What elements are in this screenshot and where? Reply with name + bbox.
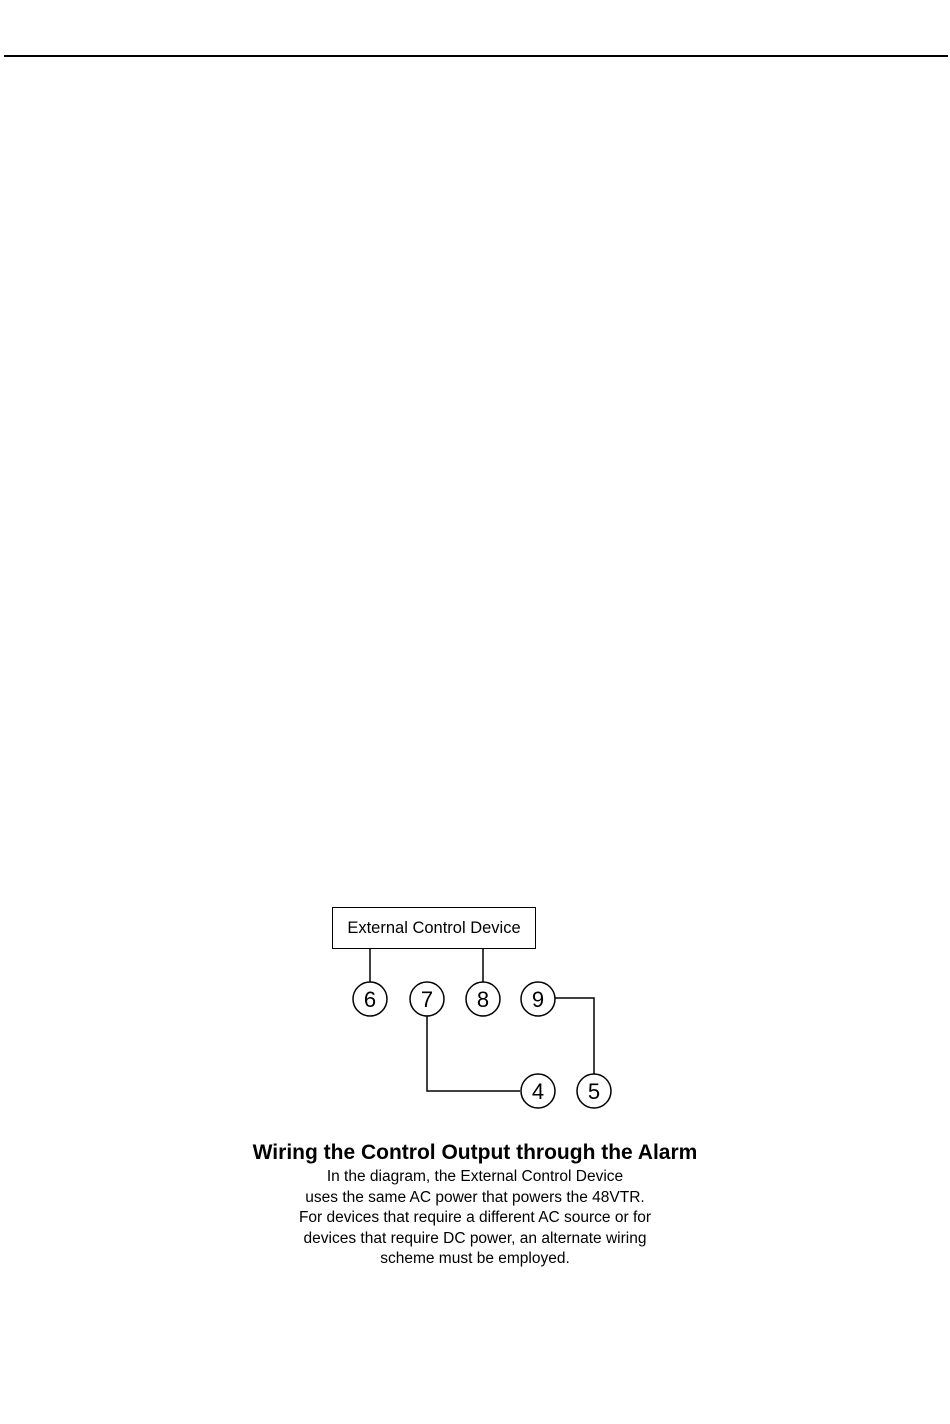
terminal-label: 7	[420, 987, 434, 1012]
figure-caption	[0, 1139, 950, 1270]
wire-7-to-4	[427, 1016, 520, 1091]
terminal-label: 4	[531, 1079, 545, 1104]
external-control-device	[333, 908, 536, 949]
device-label: External Control Device	[347, 919, 521, 937]
terminal-5	[577, 1074, 611, 1108]
wire-9-to-5	[555, 998, 594, 1074]
terminal-9	[521, 982, 555, 1016]
caption-line: devices that require DC power, an alternate wiring	[303, 1229, 647, 1247]
terminal-label: 8	[476, 987, 490, 1012]
wires	[370, 949, 594, 1091]
terminal-label: 9	[531, 987, 545, 1012]
terminal-8	[466, 982, 500, 1016]
terminal-6	[353, 982, 387, 1016]
caption-line: uses the same AC power that powers the 48VTR.	[305, 1188, 645, 1206]
caption-title: Wiring the Control Output through the Alarm	[252, 1141, 698, 1164]
terminal-7	[410, 982, 444, 1016]
terminal-label: 6	[363, 987, 377, 1012]
caption-line: In the diagram, the External Control Device	[326, 1168, 624, 1185]
caption-body	[0, 1167, 950, 1270]
caption-line: scheme must be employed.	[380, 1250, 570, 1267]
terminal-4	[521, 1074, 555, 1108]
caption-line: For devices that require a different AC source or for	[298, 1209, 652, 1226]
terminal-label: 5	[587, 1079, 601, 1104]
